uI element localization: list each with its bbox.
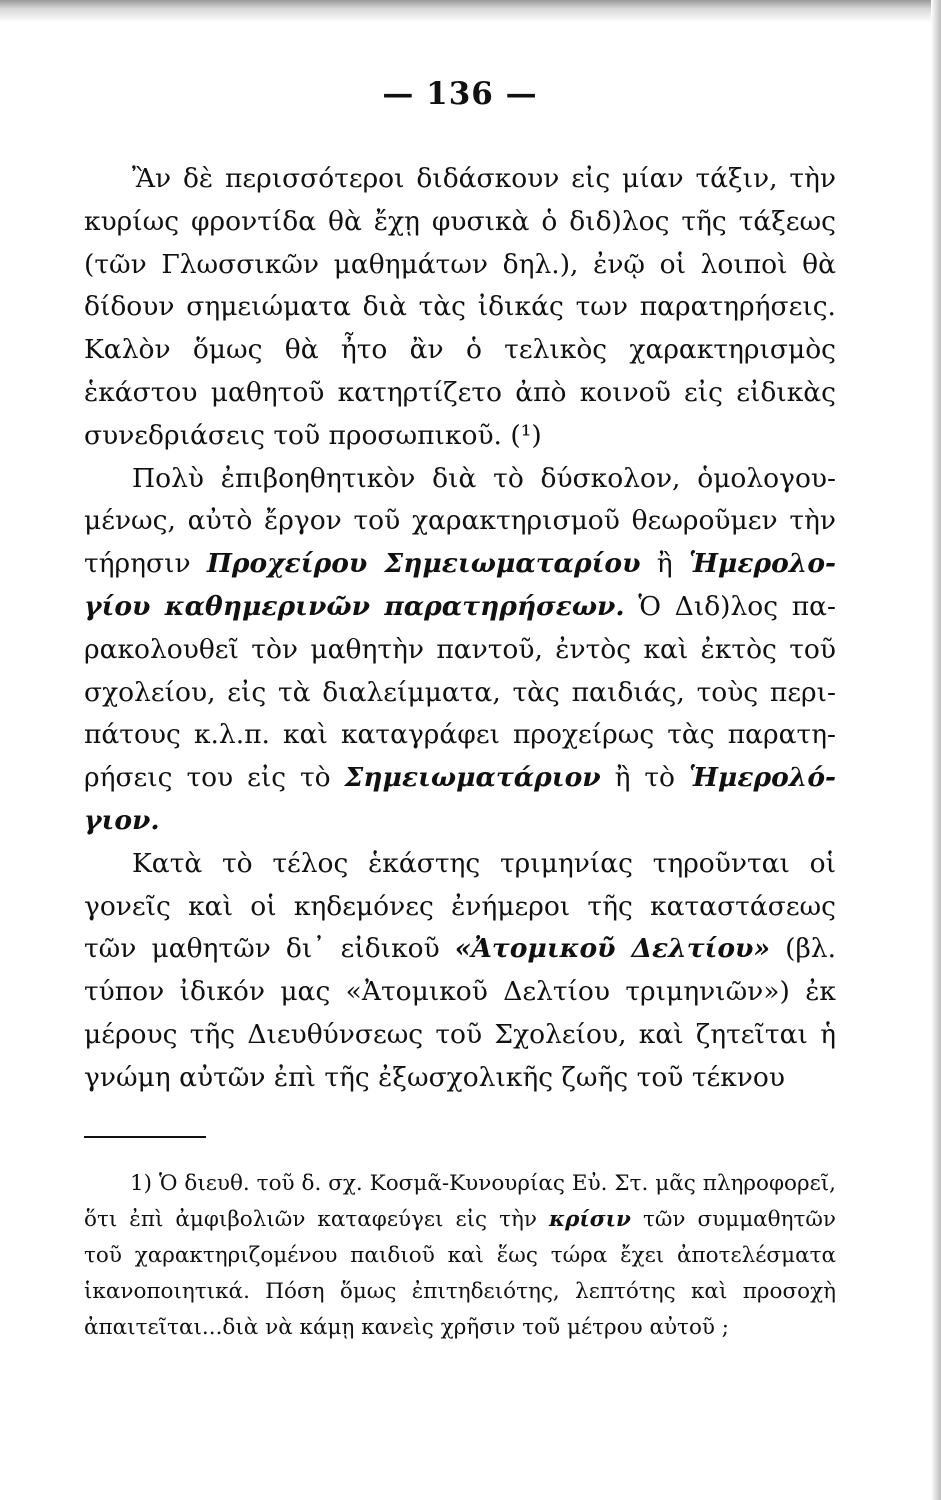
paragraph-2-segment-7: ἢ τὸ	[600, 762, 689, 794]
footnote-1-segment-3: τῶν συμμαθητῶν τοῦ χαρακτηριζομένου παιδιοῦ καὶ ἕως τώρα ἔχει ἀποτελέσματα ἱκανοποιητικά. Πόση ὅμως ἐπιτηδειότης, λεπτότης καὶ προσοχὴ ἀπαιτεῖται...διὰ νὰ κάμῃ κανεὶς χρῆσιν τοῦ μέτρου αὐτοῦ ;	[84, 1207, 837, 1340]
paragraph-3-emphasis-1: «Ἀτομικοῦ Δελτίου»	[454, 933, 771, 965]
paragraph-2-segment-3: ἢ	[640, 548, 689, 580]
footnote-1-emphasis-1: κρίσιν	[548, 1207, 631, 1232]
paragraph-3	[84, 843, 836, 1100]
paragraph-2-emphasis-1: Προχείρου Σημειωματαρίου	[206, 548, 641, 580]
paragraph-2-segment-1: Πολὺ ἐπιβοηθητικὸν διὰ τὸ δύσκολον, ὁμολογουμένως, αὐτὸ ἔργον τοῦ χαρακτηρισμοῦ θεωροῦμεν τὴν τήρησιν	[84, 462, 836, 580]
paragraph-2-emphasis-4: Ἡμερολόγιον.	[84, 762, 836, 836]
paragraph-3-segment-1: Κατὰ τὸ τέλος ἑκάστης τριμηνίας τηροῦνται οἱ γονεῖς καὶ οἱ κηδεμόνες ἐνήμεροι τῆς καταστάσεως τῶν μαθητῶν δι᾿ εἰδικοῦ	[84, 847, 836, 965]
main-text	[84, 158, 836, 1100]
paragraph-1-segment-1: Ἂν δὲ περισσότεροι διδάσκουν εἰς μίαν τάξιν, τὴν κυρίως φροντίδα θὰ ἔχῃ φυσικὰ ὁ διδ)λος τῆς τάξεως (τῶν Γλωσσικῶν μαθημάτων δηλ.), ἐνῷ οἱ λοιποὶ θὰ δίδουν σημειώματα διὰ τὰς ἰδικάς των παρατηρήσεις. Καλὸν ὅμως θὰ ἦτο ἂν ὁ τελικὸς χαρακτηρισμὸς ἑκάστου μαθητοῦ κατηρτίζετο ἀπὸ κοινοῦ εἰς εἰδικὰς συνεδριάσεις τοῦ προσωπικοῦ. (¹)	[84, 163, 836, 451]
paragraph-2-segment-5: Ὁ Διδ)λος παρακολουθεῖ τὸν μαθητὴν παντοῦ, ἐντὸς καὶ ἐκτὸς τοῦ σχολείου, εἰς τὰ διαλείμματα, τὰς παιδιάς, τοὺς περιπάτους κ.λ.π. καὶ καταγράφει προχείρως τὰς παρατηρήσεις του εἰς τὸ	[84, 590, 836, 794]
paragraph-2	[84, 458, 836, 843]
footnote-1-segment-1: 1) Ὁ διευθ. τοῦ δ. σχ. Κοσμᾶ-Κυνουρίας Εὐ. Στ. μᾶς πληροφορεῖ, ὅτι ἐπὶ ἀμφιβολιῶν καταφεύγει εἰς τὴν	[84, 1171, 836, 1232]
scan-shadow-right	[931, 0, 941, 1500]
page-number: — 136 —	[382, 76, 538, 112]
paragraph-1	[84, 158, 836, 458]
footnotes	[84, 1166, 836, 1346]
paragraph-3-segment-3: (βλ. τύπον ἰδικόν μας «Ἀτομικοῦ Δελτίου τριμηνιῶν») ἐκ μέρους τῆς Διευθύνσεως τοῦ Σχολείου, καὶ ζητεῖται ἡ γνώμη αὐτῶν ἐπὶ τῆς ἐξωσχολικῆς ζωῆς τοῦ τέκνου	[84, 933, 836, 1093]
footnote-1	[84, 1166, 836, 1346]
paragraph-2-emphasis-3: Σημειωματάριον	[344, 762, 601, 794]
footnote-separator	[84, 1136, 206, 1138]
paragraph-2-emphasis-2: Ἡμερολογίου καθημερινῶν παρατηρήσεων.	[84, 548, 836, 622]
scan-shadow-top	[0, 0, 941, 22]
